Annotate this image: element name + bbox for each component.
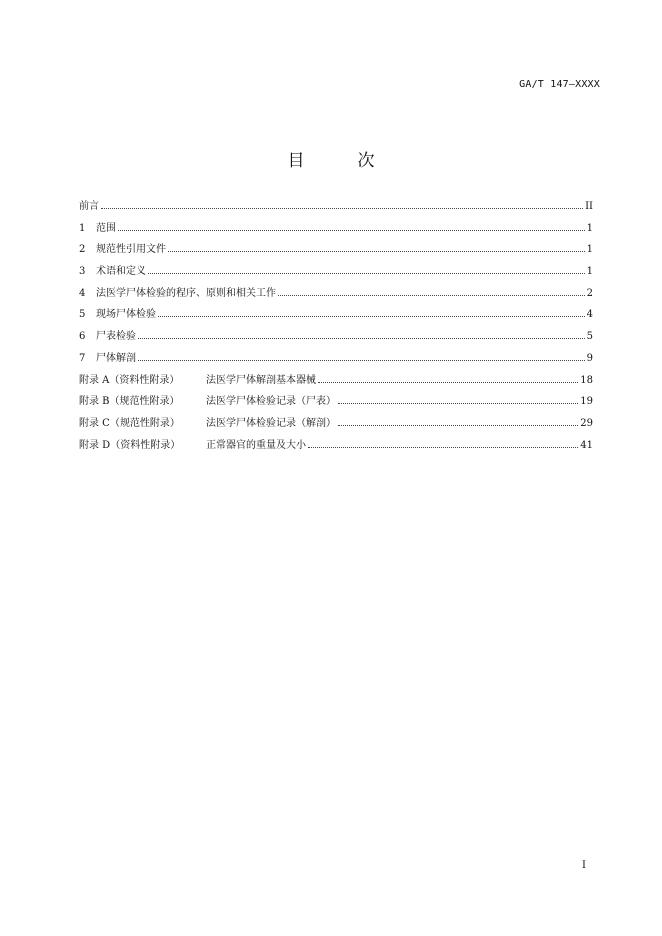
toc-page-number: 4 [586, 309, 593, 321]
toc-entry-4[interactable] [79, 286, 593, 308]
toc-label: 7 尸体解剖 [79, 352, 136, 364]
toc-leader [138, 337, 585, 339]
toc-entry-7[interactable] [79, 351, 593, 373]
document-code: GA/T 147—XXXX [519, 79, 600, 90]
toc-page-number: 1 [586, 244, 593, 256]
toc-page-number: 29 [580, 417, 593, 429]
toc-label: 6 尸表检验 [79, 331, 136, 343]
toc-entry-appendix-c[interactable] [79, 416, 593, 438]
toc-page-number: 1 [586, 266, 593, 278]
toc-entry-appendix-b[interactable] [79, 394, 593, 416]
toc-entry-1[interactable] [79, 221, 593, 243]
toc-page-number: II [585, 201, 593, 212]
toc-label: 5 现场尸体检验 [79, 309, 156, 321]
toc-leader [148, 272, 585, 274]
toc-leader [278, 294, 585, 296]
toc-label: 附录 B（规范性附录） 法医学尸体检验记录（尸表） [79, 396, 336, 408]
toc-label: 前言 [79, 201, 99, 212]
toc-leader [101, 207, 583, 209]
toc-label: 1 范围 [79, 222, 116, 234]
page-number: I [582, 860, 586, 871]
toc-leader [308, 446, 578, 448]
toc-label: 附录 A（资料性附录） 法医学尸体解剖基本器械 [79, 374, 316, 386]
table-of-contents [79, 199, 593, 459]
toc-label: 3 术语和定义 [79, 266, 146, 278]
toc-entry-3[interactable] [79, 264, 593, 286]
toc-entry-appendix-a[interactable] [79, 373, 593, 395]
toc-page-number: 9 [586, 352, 593, 364]
toc-page-number: 41 [580, 439, 593, 451]
toc-page-number: 2 [586, 287, 593, 299]
toc-entry-2[interactable] [79, 242, 593, 264]
toc-entry-5[interactable] [79, 307, 593, 329]
toc-page-number: 5 [586, 331, 593, 343]
toc-leader [118, 229, 585, 231]
toc-label: 附录 C（规范性附录） 法医学尸体检验记录（解剖） [79, 417, 336, 429]
toc-page-number: 1 [586, 222, 593, 234]
toc-page-number: 18 [580, 374, 593, 386]
toc-label: 附录 D（资料性附录） 正常器官的重量及大小 [79, 439, 306, 451]
toc-entry-foreword[interactable] [79, 199, 593, 221]
toc-leader [338, 424, 578, 426]
toc-entry-6[interactable] [79, 329, 593, 351]
toc-label: 4 法医学尸体检验的程序、原则和相关工作 [79, 287, 276, 299]
page-title: 目 次 [287, 151, 393, 171]
toc-leader [158, 315, 585, 317]
toc-label: 2 规范性引用文件 [79, 244, 166, 256]
toc-entry-appendix-d[interactable] [79, 438, 593, 460]
toc-leader [168, 250, 585, 252]
toc-page-number: 19 [580, 396, 593, 408]
toc-leader [318, 381, 578, 383]
toc-leader [138, 359, 585, 361]
toc-leader [338, 402, 578, 404]
